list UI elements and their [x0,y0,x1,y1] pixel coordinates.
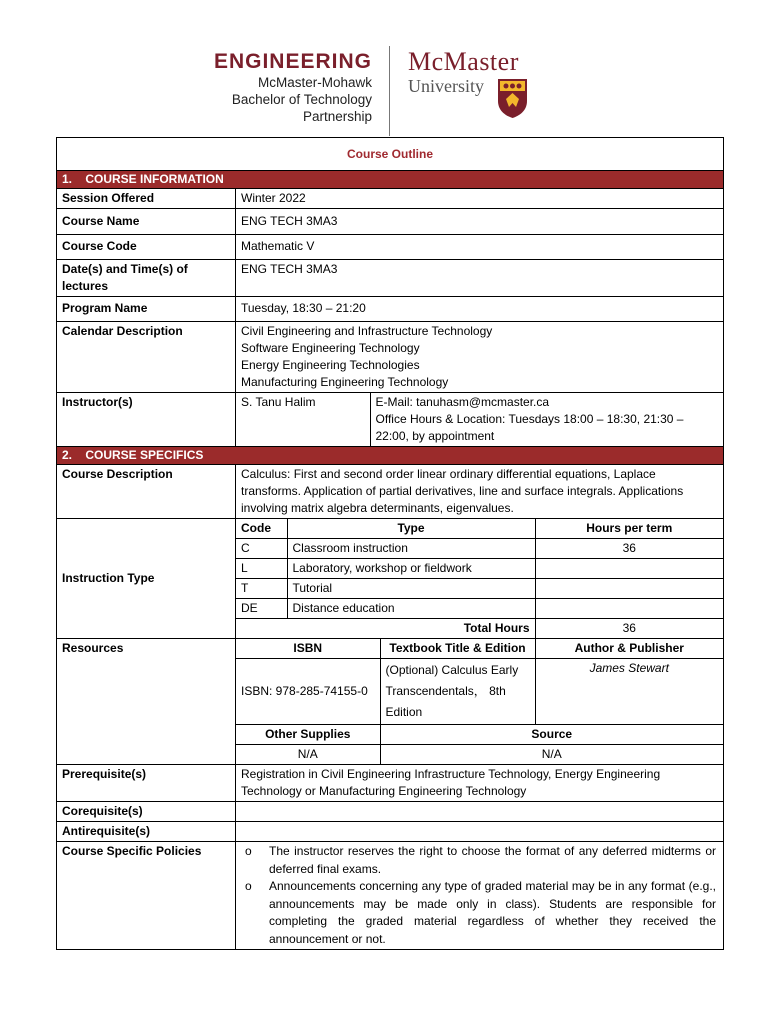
isbn-value: ISBN: 978-285-74155-0 [236,659,380,725]
corequisites-value [236,802,724,822]
source-value: N/A [380,745,723,765]
course-name-label: Course Name [57,209,236,235]
instruction-type-label: Instruction Type [57,519,236,639]
instr-hours: 36 [535,539,723,559]
resources-cell [236,639,724,765]
course-outline-table [56,137,724,950]
resources-table [236,639,723,764]
author-value: James Stewart [535,659,723,725]
list-item [245,878,717,948]
calendar-line: Manufacturing Engineering Technology [241,375,449,389]
course-code-value: Mathematic V [236,235,724,260]
course-name-value: ENG TECH 3MA3 [236,209,724,235]
section-course-specifics: 2. COURSE SPECIFICS [57,447,724,465]
instr-header-code: Code [236,519,287,539]
instr-type: Classroom instruction [287,539,535,559]
instruction-type-cell [236,519,724,639]
university-wordmark: University [408,76,484,96]
partner-line-3: Partnership [302,109,372,124]
antirequisites-value [236,822,724,842]
instr-hours [535,579,723,599]
res-header-textbook: Textbook Title & Edition [380,639,535,659]
office-hours: Office Hours & Location: Tuesdays 18:00 – 18:30, 21:30 – 22:00, by appointment [375,412,684,443]
calendar-description-value [236,322,724,393]
textbook-value: (Optional) Calculus Early Transcendentals， 8th Edition [380,659,535,725]
instr-header-hours: Hours per term [535,519,723,539]
policy-text: The instructor reserves the right to choose the format of any deferred midterms or deferred final exams. [269,844,717,876]
engineering-logo [214,50,372,125]
table-row [236,599,723,619]
list-item [245,843,717,878]
policies-value [236,842,724,950]
prerequisites-value: Registration in Civil Engineering Infrastructure Technology, Energy Engineering Technology or Manufacturing Engineering Technology [236,765,724,802]
mcmaster-crest-icon [497,77,528,119]
instructor-email: E-Mail: tanuhasm@mcmaster.ca [375,395,550,409]
course-description-value: Calculus: First and second order linear ordinary differential equations, Laplace transforms. Application of partial derivatives, line and surface integrals. Applications involving matrix algebra determinants, eigenvalues. [236,465,724,519]
total-hours-label: Total Hours [236,619,535,639]
policy-text: Announcements concerning any type of graded material may be in any format (e.g., announcements may be made only in class). Students are responsible for completing the graded material regardless of whether they received the announcement or not. [269,879,717,946]
instr-header-type: Type [287,519,535,539]
instructor-name: S. Tanu Halim [236,393,370,446]
instructor-contact [370,393,723,446]
program-name-value: Tuesday, 18:30 – 21:20 [236,297,724,322]
resources-label: Resources [57,639,236,765]
lecture-dates-value: ENG TECH 3MA3 [236,260,724,297]
logo-divider [389,46,390,136]
course-code-label: Course Code [57,235,236,260]
mcmaster-wordmark: McMaster [408,47,519,76]
engineering-wordmark: ENGINEERING [213,50,372,73]
table-row [236,539,723,559]
session-label: Session Offered [57,189,236,209]
table-row [236,579,723,599]
supplies-header: Other Supplies [236,725,380,745]
res-header-author: Author & Publisher [535,639,723,659]
calendar-line: Energy Engineering Technologies [241,358,420,372]
instructor-cell [236,393,724,447]
instr-type: Laboratory, workshop or fieldwork [287,559,535,579]
corequisites-label: Corequisite(s) [57,802,236,822]
bullet-icon: o [245,844,252,858]
lecture-dates-label: Date(s) and Time(s) of lectures [57,260,236,297]
instr-code: DE [236,599,287,619]
source-header: Source [380,725,723,745]
partner-line-1: McMaster-Mohawk [257,75,372,90]
calendar-line: Software Engineering Technology [241,341,420,355]
total-hours-value: 36 [535,619,723,639]
partner-line-2: Bachelor of Technology [231,92,372,107]
instr-hours [535,599,723,619]
instr-code: C [236,539,287,559]
calendar-description-label: Calendar Description [57,322,236,393]
policies-label: Course Specific Policies [57,842,236,950]
course-description-label: Course Description [57,465,236,519]
program-name-label: Program Name [57,297,236,322]
page-header [0,0,768,140]
instr-type: Tutorial [287,579,535,599]
instr-code: L [236,559,287,579]
page-title: Course Outline [57,138,724,171]
session-value: Winter 2022 [236,189,724,209]
policies-list [241,843,716,948]
instructor-label: Instructor(s) [57,393,236,447]
antirequisites-label: Antirequisite(s) [57,822,236,842]
instr-type: Distance education [287,599,535,619]
instruction-type-table [236,519,723,638]
supplies-value: N/A [236,745,380,765]
bullet-icon: o [245,879,252,893]
res-header-isbn: ISBN [236,639,380,659]
prerequisites-label: Prerequisite(s) [57,765,236,802]
instr-code: T [236,579,287,599]
calendar-line: Civil Engineering and Infrastructure Technology [241,324,493,338]
instr-hours [535,559,723,579]
section-course-information: 1. COURSE INFORMATION [57,171,724,189]
table-row [236,559,723,579]
